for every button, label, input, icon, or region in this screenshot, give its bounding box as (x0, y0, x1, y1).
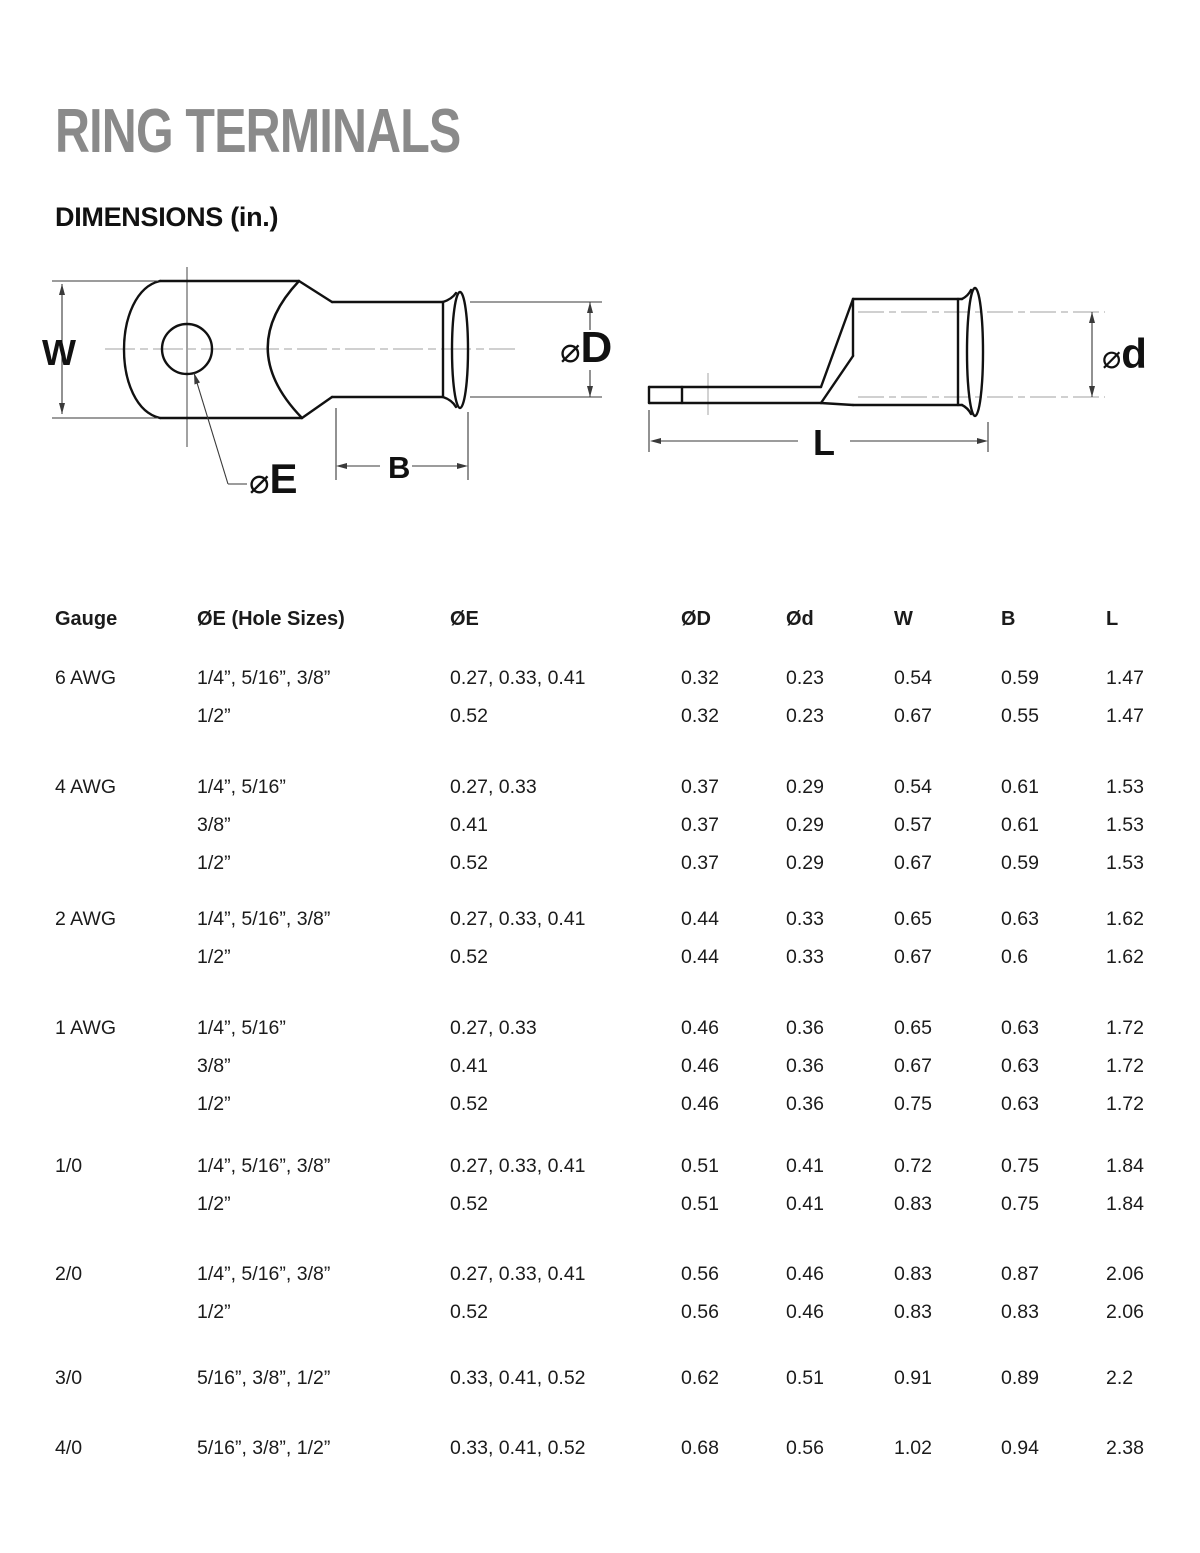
header-b: B (1001, 608, 1016, 630)
cell-l: 2.06 (1106, 1301, 1144, 1323)
cell-od-small: 0.33 (786, 946, 824, 968)
dim-label-oe: ⌀E (249, 455, 298, 502)
cell-od: 0.46 (681, 1055, 719, 1077)
cell-oe: 0.27, 0.33, 0.41 (450, 908, 586, 930)
cell-b: 0.55 (1001, 705, 1039, 727)
dim-label-l: L (813, 422, 835, 463)
cell-holes: 1/4”, 5/16” (197, 776, 286, 798)
cell-od-small: 0.46 (786, 1263, 824, 1285)
cell-oe: 0.52 (450, 705, 488, 727)
cell-holes: 3/8” (197, 814, 231, 836)
cell-w: 0.72 (894, 1155, 932, 1177)
cell-holes: 3/8” (197, 1055, 231, 1077)
table-row (0, 776, 1200, 806)
cell-w: 0.67 (894, 1055, 932, 1077)
cell-oe: 0.41 (450, 1055, 488, 1077)
table-row (0, 1367, 1200, 1397)
cell-w: 0.83 (894, 1263, 932, 1285)
ring-terminal-side-view (649, 288, 1147, 463)
cell-b: 0.83 (1001, 1301, 1039, 1323)
cell-holes: 1/2” (197, 1093, 231, 1115)
table-row (0, 908, 1200, 938)
cell-w: 0.57 (894, 814, 932, 836)
header-hole-sizes: ØE (Hole Sizes) (197, 608, 345, 630)
table-row (0, 1093, 1200, 1123)
cell-od-small: 0.23 (786, 667, 824, 689)
cell-holes: 1/2” (197, 1301, 231, 1323)
cell-w: 0.67 (894, 946, 932, 968)
cell-holes: 1/4”, 5/16” (197, 1017, 286, 1039)
cell-l: 1.62 (1106, 908, 1144, 930)
cell-w: 0.54 (894, 667, 932, 689)
cell-b: 0.89 (1001, 1367, 1039, 1389)
cell-l: 1.72 (1106, 1093, 1144, 1115)
cell-od-small: 0.36 (786, 1093, 824, 1115)
cell-b: 0.63 (1001, 908, 1039, 930)
cell-w: 0.83 (894, 1301, 932, 1323)
cell-oe: 0.27, 0.33, 0.41 (450, 1263, 586, 1285)
cell-od-small: 0.29 (786, 776, 824, 798)
dimension-l (649, 410, 988, 463)
table-row (0, 1155, 1200, 1185)
cell-gauge: 1 AWG (55, 1017, 117, 1039)
cell-oe: 0.27, 0.33, 0.41 (450, 667, 586, 689)
cell-od: 0.46 (681, 1017, 719, 1039)
cell-holes: 1/2” (197, 705, 231, 727)
cell-w: 0.65 (894, 1017, 932, 1039)
cell-od-small: 0.33 (786, 908, 824, 930)
cell-od-small: 0.29 (786, 852, 824, 874)
table-row (0, 1193, 1200, 1223)
cell-od: 0.32 (681, 705, 719, 727)
cell-holes: 1/4”, 5/16”, 3/8” (197, 1155, 331, 1177)
cell-l: 1.53 (1106, 852, 1144, 874)
cell-b: 0.75 (1001, 1155, 1039, 1177)
cell-od: 0.32 (681, 667, 719, 689)
cell-l: 1.47 (1106, 705, 1144, 727)
header-l: L (1106, 608, 1119, 630)
cell-oe: 0.52 (450, 852, 488, 874)
cell-od-small: 0.41 (786, 1193, 824, 1215)
table-header-row (0, 608, 1200, 638)
cell-od-small: 0.36 (786, 1055, 824, 1077)
cell-oe: 0.33, 0.41, 0.52 (450, 1437, 586, 1459)
cell-w: 1.02 (894, 1437, 932, 1459)
cell-oe: 0.52 (450, 1193, 488, 1215)
cell-od-small: 0.29 (786, 814, 824, 836)
cell-gauge: 3/0 (55, 1367, 83, 1389)
cell-gauge: 2 AWG (55, 908, 117, 930)
cell-w: 0.67 (894, 705, 932, 727)
table-row (0, 946, 1200, 976)
cell-od: 0.51 (681, 1193, 719, 1215)
page-title: RING TERMINALS (55, 97, 461, 166)
table-row (0, 1263, 1200, 1293)
cell-oe: 0.52 (450, 1093, 488, 1115)
cell-oe: 0.27, 0.33, 0.41 (450, 1155, 586, 1177)
table-row (0, 814, 1200, 844)
cell-holes: 1/4”, 5/16”, 3/8” (197, 908, 331, 930)
cell-l: 1.84 (1106, 1193, 1144, 1215)
header-od: ØD (681, 608, 711, 630)
table-row (0, 852, 1200, 882)
cell-od: 0.46 (681, 1093, 719, 1115)
table-row (0, 1055, 1200, 1085)
dimension-b (336, 408, 468, 485)
cell-b: 0.63 (1001, 1055, 1039, 1077)
flare-lip (452, 292, 468, 408)
cell-holes: 1/2” (197, 946, 231, 968)
cell-w: 0.75 (894, 1093, 932, 1115)
cell-holes: 5/16”, 3/8”, 1/2” (197, 1367, 331, 1389)
cell-b: 0.94 (1001, 1437, 1039, 1459)
header-oe: ØE (450, 608, 479, 630)
cell-w: 0.54 (894, 776, 932, 798)
table-row (0, 705, 1200, 735)
table-row (0, 667, 1200, 697)
cell-od: 0.44 (681, 908, 719, 930)
cell-holes: 1/4”, 5/16”, 3/8” (197, 667, 331, 689)
cell-holes: 1/4”, 5/16”, 3/8” (197, 1263, 331, 1285)
dimension-od-small (1089, 312, 1147, 397)
cell-oe: 0.27, 0.33 (450, 1017, 537, 1039)
cell-od-small: 0.51 (786, 1367, 824, 1389)
cell-oe: 0.52 (450, 946, 488, 968)
table-row (0, 1437, 1200, 1467)
cell-od-small: 0.46 (786, 1301, 824, 1323)
cell-b: 0.61 (1001, 776, 1039, 798)
cell-w: 0.65 (894, 908, 932, 930)
cell-l: 1.53 (1106, 776, 1144, 798)
cell-od: 0.37 (681, 776, 719, 798)
ring-terminal-top-view (42, 267, 612, 502)
cell-l: 2.06 (1106, 1263, 1144, 1285)
dim-label-b: B (388, 450, 411, 485)
cell-l: 1.72 (1106, 1055, 1144, 1077)
dim-label-w: W (42, 332, 76, 373)
cell-oe: 0.52 (450, 1301, 488, 1323)
cell-gauge: 2/0 (55, 1263, 83, 1285)
cell-l: 1.53 (1106, 814, 1144, 836)
table-row (0, 1301, 1200, 1331)
cell-w: 0.83 (894, 1193, 932, 1215)
page-subtitle: DIMENSIONS (in.) (55, 202, 279, 232)
cell-gauge: 6 AWG (55, 667, 117, 689)
dim-label-od: ⌀D (560, 323, 613, 372)
cell-b: 0.61 (1001, 814, 1039, 836)
cell-l: 1.47 (1106, 667, 1144, 689)
cell-l: 1.84 (1106, 1155, 1144, 1177)
cell-b: 0.59 (1001, 852, 1039, 874)
header-od-small: Ød (786, 608, 814, 630)
cell-l: 1.62 (1106, 946, 1144, 968)
cell-w: 0.67 (894, 852, 932, 874)
cell-b: 0.75 (1001, 1193, 1039, 1215)
cell-b: 0.59 (1001, 667, 1039, 689)
cell-b: 0.63 (1001, 1093, 1039, 1115)
header-w: W (894, 608, 913, 630)
table-row (0, 1017, 1200, 1047)
cell-l: 2.2 (1106, 1367, 1134, 1389)
cell-od: 0.37 (681, 814, 719, 836)
cell-gauge: 4 AWG (55, 776, 117, 798)
cell-gauge: 4/0 (55, 1437, 83, 1459)
cell-l: 2.38 (1106, 1437, 1144, 1459)
header-gauge: Gauge (55, 608, 118, 630)
cell-b: 0.87 (1001, 1263, 1039, 1285)
cell-holes: 1/2” (197, 852, 231, 874)
cell-od: 0.56 (681, 1301, 719, 1323)
cell-od: 0.44 (681, 946, 719, 968)
cell-od-small: 0.23 (786, 705, 824, 727)
cell-holes: 5/16”, 3/8”, 1/2” (197, 1437, 331, 1459)
cell-gauge: 1/0 (55, 1155, 83, 1177)
dim-label-od-small: ⌀d (1102, 330, 1147, 377)
cell-od: 0.37 (681, 852, 719, 874)
cell-oe: 0.41 (450, 814, 488, 836)
cell-od-small: 0.41 (786, 1155, 824, 1177)
cell-od: 0.56 (681, 1263, 719, 1285)
cell-oe: 0.33, 0.41, 0.52 (450, 1367, 586, 1389)
cell-oe: 0.27, 0.33 (450, 776, 537, 798)
cell-od: 0.62 (681, 1367, 719, 1389)
cell-b: 0.6 (1001, 946, 1029, 968)
cell-od-small: 0.56 (786, 1437, 824, 1459)
cell-od: 0.68 (681, 1437, 719, 1459)
cell-l: 1.72 (1106, 1017, 1144, 1039)
cell-w: 0.91 (894, 1367, 932, 1389)
cell-b: 0.63 (1001, 1017, 1039, 1039)
cell-holes: 1/2” (197, 1193, 231, 1215)
cell-od: 0.51 (681, 1155, 719, 1177)
cell-od-small: 0.36 (786, 1017, 824, 1039)
